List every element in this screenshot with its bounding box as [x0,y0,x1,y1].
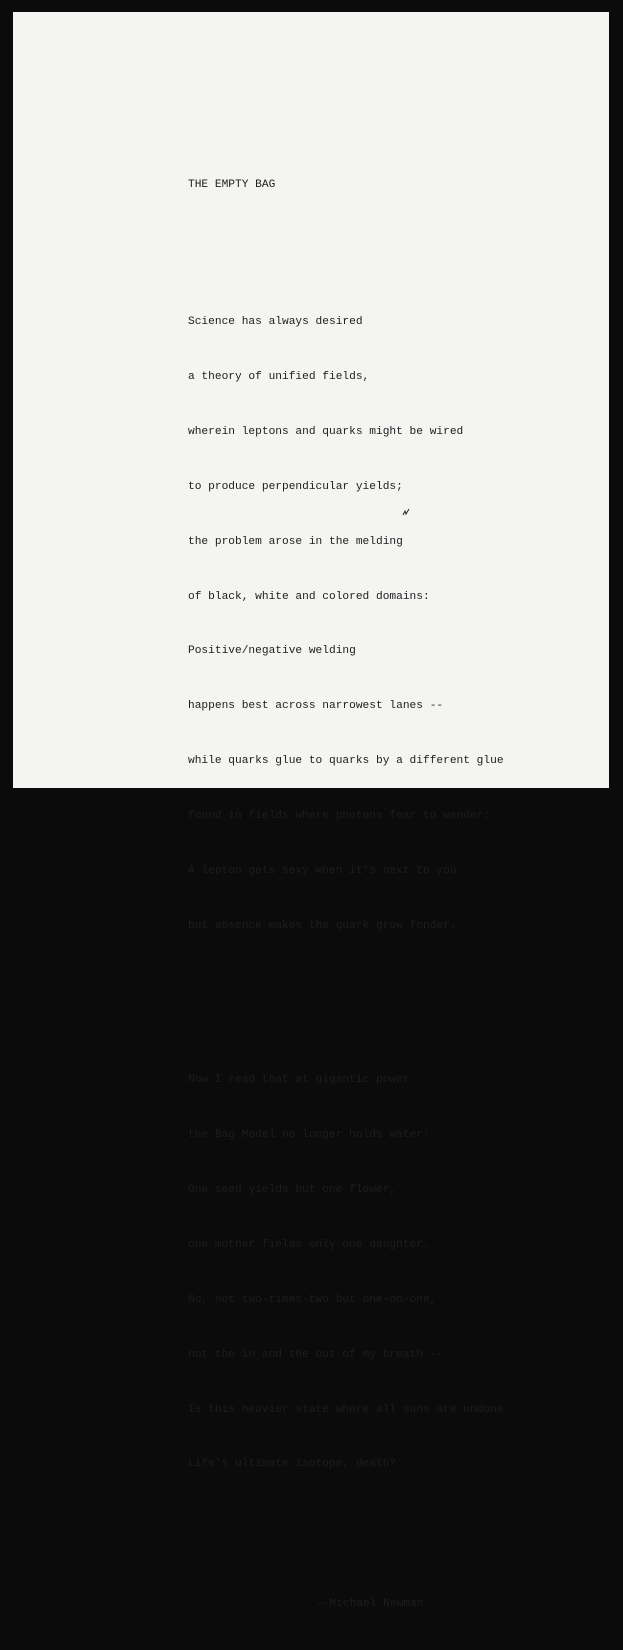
stanza-1 [188,276,504,971]
poem-line: Positive/negative welding [188,645,356,658]
poem-line: but absence makes the quark grow fonder. [188,919,457,932]
poem-line: One seed yields but one flower, [188,1184,397,1197]
poem-line: one mother fields only one daughter. [188,1238,430,1251]
poem-line: a theory of unified fields, [188,370,370,383]
poem-line: wherein leptons and quarks might be wired [188,425,464,438]
poem-line: Now I read that at gigantic power [188,1074,410,1087]
poem-line: No, not two-times-two but one-on-one, [188,1293,437,1306]
poem-line: found in fields where photons fear to wander: [188,810,491,823]
poem-line: happens best across narrowest lanes -- [188,700,444,713]
poem-line: A lepton gets sexy when it's next to you [188,864,457,877]
stanza-2 [188,1035,504,1511]
poem-line: while quarks glue to quarks by a different glue [188,755,504,768]
poem-line: the problem arose in the melding [188,535,403,548]
poem-line: Science has always desired [188,316,363,329]
poem-line: Life's ultimate isotope, death? [188,1458,397,1471]
poem-signature: --Michael Newman [316,1598,424,1611]
poem-title: THE EMPTY BAG [188,178,276,191]
poem-text [188,139,504,1650]
poem-line: of black, white and colored domains: [188,590,430,603]
poem-line: the Bag Model no longer holds water: [188,1129,430,1142]
poem-line: Is this heavier state where all suns are undone [188,1403,504,1416]
poem-line: to produce perpendicular yields; [188,480,403,493]
poem-line: not the in and the out of my breath -- [188,1348,444,1361]
handwritten-correction-mark [401,508,411,518]
